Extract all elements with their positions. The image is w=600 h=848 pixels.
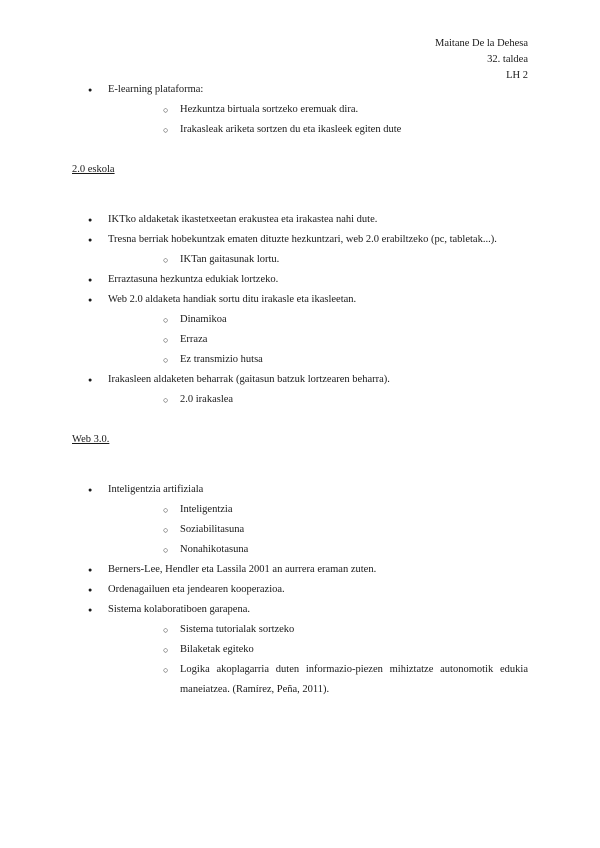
sub-list-item: ○ Inteligentzia — [108, 500, 528, 520]
sub-list-item: ○ Hezkuntza birtuala sortzeko eremuak dira. — [108, 100, 528, 120]
course-code: LH 2 — [506, 70, 528, 81]
sub-list-item: ○ Irakasleak ariketa sortzen du eta ikasleek egiten dute — [108, 120, 528, 140]
sub-list — [108, 500, 528, 560]
sub-list-item: ○ Soziabilitasuna — [108, 520, 528, 540]
section-heading-2-0-eskola: 2.0 eskola — [72, 164, 115, 175]
list-item: ● Web 2.0 aldaketa handiak sortu ditu irakasle eta ikasleetan. ○ Dinamikoa ○ Erraza ○ Ez transmizio hutsa — [72, 290, 528, 370]
list-item: ● IKTko aldaketak ikastetxeetan erakustea eta irakastea nahi dute. — [72, 210, 528, 230]
sub-list — [108, 620, 528, 700]
sub-list-item: ○ Nonahikotasuna — [108, 540, 528, 560]
sub-list-item: ○ 2.0 irakaslea — [108, 390, 528, 410]
sub-list — [108, 390, 528, 410]
section1-list — [72, 210, 528, 410]
intro-list — [72, 80, 528, 140]
list-item: ● Irakasleen aldaketen beharrak (gaitasun batzuk lortzearen beharra). ○ 2.0 irakaslea — [72, 370, 528, 410]
document-body — [72, 80, 528, 700]
sub-list-item: ○ IKTan gaitasunak lortu. — [108, 250, 528, 270]
sub-list-item: ○ Ez transmizio hutsa — [108, 350, 528, 370]
author-name: Maitane De la Dehesa — [435, 38, 528, 49]
group-label: 32. taldea — [487, 54, 528, 65]
list-item: ● Ordenagailuen eta jendearen kooperazioa. — [72, 580, 528, 600]
list-item: ● Sistema kolaboratiboen garapena. ○ Sistema tutorialak sortzeko ○ Bilaketak egiteko ○ Logika akoplagarria duten informazio-piezen mihiztatze autonomotik edukia maneiatzea. (Ramírez, Peña, 2011). — [72, 600, 528, 700]
sub-list — [108, 100, 528, 140]
section-heading-web-3-0: Web 3.0. — [72, 434, 110, 445]
page-header — [435, 36, 528, 84]
sub-list-item: ○ Bilaketak egiteko — [108, 640, 528, 660]
list-item: ● Inteligentzia artifiziala ○ Inteligentzia ○ Soziabilitasuna ○ Nonahikotasuna — [72, 480, 528, 560]
list-item: ● Berners-Lee, Hendler eta Lassila 2001 an aurrera eraman zuten. — [72, 560, 528, 580]
sub-list-item: ○ Erraza — [108, 330, 528, 350]
sub-list-item: ○ Dinamikoa — [108, 310, 528, 330]
section2-list — [72, 480, 528, 700]
list-item: ● E-learning plataforma: ○ Hezkuntza birtuala sortzeko eremuak dira. ○ Irakasleak ariketa sortzen du eta ikasleek egiten dute — [72, 80, 528, 140]
sub-list — [108, 310, 528, 370]
sub-list-item: ○ Logika akoplagarria duten informazio-piezen mihiztatze autonomotik edukia maneiatzea. (Ramírez, Peña, 2011). — [108, 660, 528, 700]
sub-list — [108, 250, 528, 270]
list-item: ● Erraztasuna hezkuntza edukiak lortzeko. — [72, 270, 528, 290]
sub-list-item: ○ Sistema tutorialak sortzeko — [108, 620, 528, 640]
list-item: ● Tresna berriak hobekuntzak ematen dituzte hezkuntzari, web 2.0 erabiltzeko (pc, tabletak...). ○ IKTan gaitasunak lortu. — [72, 230, 528, 270]
